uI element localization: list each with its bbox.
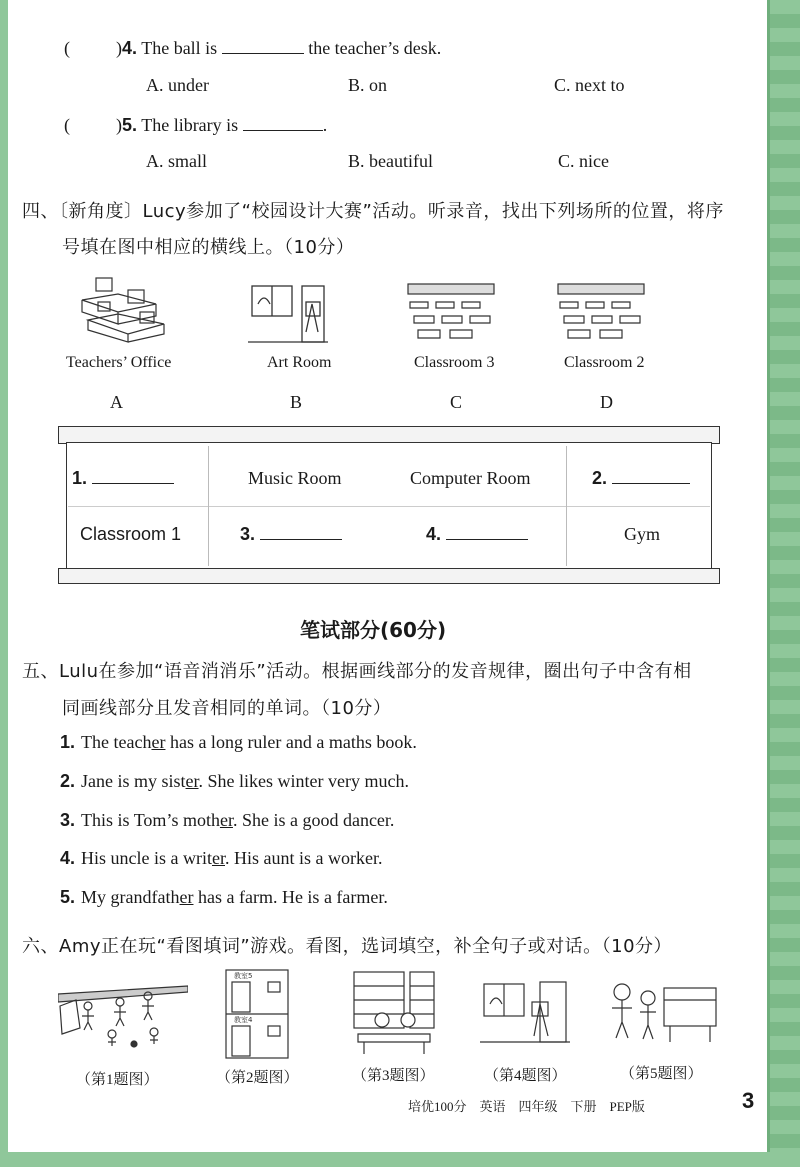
page-edge-decoration bbox=[770, 0, 800, 1167]
option-b: B. beautiful bbox=[348, 151, 433, 171]
option-c: C. nice bbox=[558, 151, 609, 171]
section-4-heading-line2: 号填在图中相应的横线上。（10分） bbox=[62, 237, 355, 258]
answer-blank[interactable] bbox=[243, 113, 323, 131]
question-4 bbox=[64, 36, 441, 59]
classroom-desks-icon bbox=[556, 282, 646, 344]
board-row-divider bbox=[68, 506, 710, 507]
board-slot-1 bbox=[72, 466, 174, 489]
slot-number: 4. bbox=[426, 524, 442, 544]
pic2-label-top: 教室5 bbox=[234, 972, 253, 980]
sentence-number: 5. bbox=[60, 887, 76, 907]
library-reading-icon bbox=[352, 970, 436, 1056]
sentence-text: This is Tom’s moth bbox=[81, 810, 220, 830]
question-number: 5. bbox=[122, 115, 138, 135]
option-c: C. next to bbox=[554, 75, 625, 95]
caption-3: （第3题图） bbox=[352, 1068, 435, 1084]
sentence-2 bbox=[60, 771, 409, 792]
page-number: 3 bbox=[742, 1088, 755, 1113]
sentence-number: 2. bbox=[60, 771, 76, 791]
slot-number: 1. bbox=[72, 468, 88, 488]
board-col-divider bbox=[566, 446, 567, 566]
answer-paren-close: ) bbox=[116, 38, 122, 58]
board-slot-3 bbox=[240, 522, 342, 545]
answer-blank[interactable] bbox=[446, 522, 528, 540]
slot-number: 2. bbox=[592, 468, 608, 488]
picture-label-a: Teachers’ Office bbox=[66, 354, 172, 371]
option-a: A. small bbox=[146, 151, 207, 171]
section-5-heading-line2: 同画线部分且发音相同的单词。（10分） bbox=[62, 698, 392, 719]
art-room-icon bbox=[248, 282, 328, 344]
picture-label-c: Classroom 3 bbox=[414, 354, 495, 371]
office-desks-icon bbox=[78, 272, 168, 344]
board-computer-room: Computer Room bbox=[410, 468, 531, 488]
school-map-board bbox=[58, 426, 720, 584]
question-text-post: the teacher’s desk. bbox=[308, 38, 442, 58]
underlined-part: er bbox=[219, 810, 233, 830]
question-number: 4. bbox=[122, 38, 138, 58]
option-b: B. on bbox=[348, 75, 388, 95]
sentence-number: 4. bbox=[60, 848, 76, 868]
answer-blank[interactable] bbox=[222, 36, 304, 54]
answer-blank[interactable] bbox=[92, 466, 174, 484]
underlined-part: er bbox=[212, 848, 225, 868]
question-5 bbox=[64, 113, 327, 136]
question-text-pre: The ball is bbox=[141, 38, 218, 58]
question-text-pre: The library is bbox=[141, 115, 239, 135]
picture-label-b: Art Room bbox=[267, 354, 332, 371]
classroom-desks-icon bbox=[406, 282, 496, 344]
answer-blank[interactable] bbox=[612, 466, 690, 484]
sentence-text: . His aunt is a worker. bbox=[225, 848, 383, 868]
sentence-number: 3. bbox=[60, 810, 76, 830]
underlined-part: er bbox=[179, 887, 194, 907]
sentence-text: My grandfath bbox=[81, 887, 180, 907]
section-6-heading: 六、Amy正在玩“看图填词”游戏。看图，选词填空，补全句子或对话。（10分） bbox=[22, 936, 673, 957]
sentence-text: Jane is my sist bbox=[81, 771, 186, 791]
caption-4: （第4题图） bbox=[484, 1068, 567, 1084]
pic2-label-bottom: 教室4 bbox=[234, 1016, 253, 1024]
caption-2: （第2题图） bbox=[216, 1070, 299, 1086]
caption-5: （第5题图） bbox=[620, 1066, 703, 1082]
board-col-divider bbox=[208, 446, 209, 566]
answer-paren-close: ) bbox=[116, 115, 122, 135]
sentence-text: has a farm. He is a farmer. bbox=[193, 887, 388, 907]
board-slot-2 bbox=[592, 466, 690, 489]
sentence-3 bbox=[60, 810, 394, 831]
picture-letter-d: D bbox=[600, 392, 613, 412]
answer-paren-open: ( bbox=[64, 38, 70, 58]
sentence-text: The teach bbox=[81, 732, 152, 752]
sentence-1 bbox=[60, 732, 417, 753]
picture-letter-c: C bbox=[450, 392, 463, 412]
music-kids-icon bbox=[608, 978, 718, 1050]
board-bottom-trim bbox=[58, 568, 720, 584]
board-music-room: Music Room bbox=[248, 468, 342, 488]
picture-label-d: Classroom 2 bbox=[564, 354, 645, 371]
art-room-icon bbox=[480, 980, 570, 1046]
sentence-text: His uncle is a writ bbox=[81, 848, 212, 868]
written-part-title: 笔试部分(60分) bbox=[300, 618, 447, 642]
playground-kids-icon bbox=[58, 982, 188, 1052]
board-slot-4 bbox=[426, 522, 528, 545]
sentence-number: 1. bbox=[60, 732, 76, 752]
sentence-5 bbox=[60, 887, 388, 908]
slot-number: 3. bbox=[240, 524, 256, 544]
section-5-heading-line1: 五、Lulu在参加“语音消消乐”活动。根据画线部分的发音规律，圈出句子中含有相 bbox=[22, 661, 692, 682]
sentence-text: . She is a good dancer. bbox=[232, 810, 395, 830]
picture-letter-a: A bbox=[110, 392, 123, 412]
classroom-floors-icon bbox=[224, 968, 290, 1060]
option-a: A. under bbox=[146, 75, 209, 95]
picture-letter-b: B bbox=[290, 392, 303, 412]
board-classroom-1: Classroom 1 bbox=[80, 524, 182, 544]
caption-1: （第1题图） bbox=[76, 1072, 159, 1088]
answer-blank[interactable] bbox=[260, 522, 342, 540]
section-4-heading-line1: 四、〔新角度〕Lucy参加了“校园设计大赛”活动。听录音，找出下列场所的位置，将序 bbox=[22, 201, 724, 222]
underlined-part: er bbox=[151, 732, 166, 752]
sentence-4 bbox=[60, 848, 382, 869]
board-gym: Gym bbox=[624, 524, 660, 544]
question-text-post: . bbox=[322, 115, 328, 135]
bottom-band-decoration bbox=[0, 1153, 800, 1167]
answer-paren-open: ( bbox=[64, 115, 70, 135]
book-footer: 培优100分 英语 四年级 下册 PEP版 bbox=[408, 1099, 645, 1114]
underlined-part: er bbox=[185, 771, 199, 791]
sentence-text: . She likes winter very much. bbox=[198, 771, 409, 791]
sentence-text: has a long ruler and a maths book. bbox=[165, 732, 417, 752]
